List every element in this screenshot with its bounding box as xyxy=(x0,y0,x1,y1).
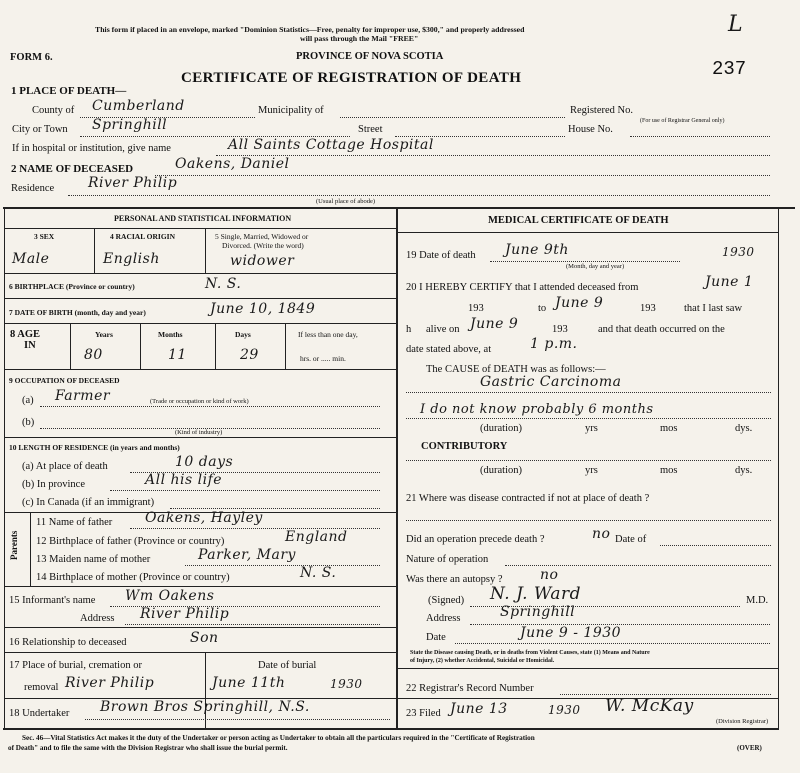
birthplace-value: N. S. xyxy=(205,276,242,292)
burial-date-value: June 11th xyxy=(212,675,286,691)
footer-line-1: Sec. 46—Vital Statistics Act makes it the duty of the Undertaker or person acting as Undertaker to obtain all the particulars required in the "Certificate of Registration xyxy=(22,734,535,742)
cause-label: The CAUSE of DEATH was as follows:— xyxy=(426,364,606,375)
death-date-value: June 9th xyxy=(505,242,569,258)
mail-notice-line2: will pass through the Mail "FREE" xyxy=(300,34,419,43)
length-a-label: (a) At place of death xyxy=(22,461,108,472)
death-date-label: 19 Date of death xyxy=(406,250,476,261)
house-label: House No. xyxy=(568,124,613,135)
informant-label: 15 Informant's name xyxy=(9,595,96,606)
years-divider xyxy=(140,323,141,369)
hospital-value: All Saints Cottage Hospital xyxy=(228,137,434,153)
footer-line-2: of Death" and to file the same with the Division Registrar who shall issue the burial permit. xyxy=(8,744,288,752)
autopsy-value: no xyxy=(540,567,559,583)
informant-address-label: Address xyxy=(80,613,115,624)
footer-over: (OVER) xyxy=(737,744,762,752)
certificate-number: 237 xyxy=(712,58,747,80)
months-divider xyxy=(215,323,216,369)
line3-year: 193 xyxy=(552,324,568,335)
marital-value: widower xyxy=(230,253,295,269)
last-saw-label: that I last saw xyxy=(684,303,743,314)
physician-address-value: Springhill xyxy=(500,604,576,620)
province-heading: PROVINCE OF NOVA SCOTIA xyxy=(296,51,444,62)
right-border xyxy=(778,207,779,729)
informant-address-value: River Philip xyxy=(140,606,230,622)
line2-year-a: 193 xyxy=(468,303,484,314)
medical-heading: MEDICAL CERTIFICATE OF DEATH xyxy=(488,215,669,226)
father-name-value: Oakens, Hayley xyxy=(145,510,263,526)
registered-note: (For use of Registrar General only) xyxy=(640,118,725,124)
operation-date-label: Date of xyxy=(615,534,647,545)
main-bottom-rule xyxy=(3,728,779,730)
nature-label: Nature of operation xyxy=(406,554,489,565)
autopsy-label: Was there an autopsy ? xyxy=(406,574,503,585)
registered-label: Registered No. xyxy=(570,105,633,116)
attended-to-value: June 9 xyxy=(555,295,604,311)
county-label: County of xyxy=(32,105,75,116)
row6-rule xyxy=(4,298,396,299)
alive-on-value: June 9 xyxy=(470,316,519,332)
burial-date-label: Date of burial xyxy=(258,660,317,671)
corner-mark: L xyxy=(728,12,744,37)
city-value: Springhill xyxy=(92,117,168,133)
undertaker-line xyxy=(85,719,390,720)
to-label: to xyxy=(538,303,547,314)
age-divider xyxy=(70,323,71,369)
sex-divider xyxy=(94,228,95,273)
row8-rule xyxy=(4,369,396,370)
row7-rule xyxy=(4,323,396,324)
death-date-year: 1930 xyxy=(722,245,755,259)
cause-yrs: yrs xyxy=(585,423,598,434)
relationship-value: Son xyxy=(190,630,219,646)
dob-label: 7 DATE OF BIRTH (month, day and year) xyxy=(9,308,146,317)
length-b-label: (b) In province xyxy=(22,479,85,490)
row9-rule xyxy=(4,437,396,438)
contributory-label: CONTRIBUTORY xyxy=(421,441,508,452)
filed-date-value: June 13 xyxy=(450,701,508,717)
occupation-a-value: Farmer xyxy=(55,388,111,404)
dob-value: June 10, 1849 xyxy=(210,301,316,317)
occupation-b-label: (b) xyxy=(22,417,35,428)
mother-name-value: Parker, Mary xyxy=(198,547,296,563)
father-birthplace-value: England xyxy=(285,529,348,545)
length-c-label: (c) In Canada (if an immigrant) xyxy=(22,497,155,508)
burial-place-value: River Philip xyxy=(65,675,155,691)
municipality-label: Municipality of xyxy=(258,105,324,116)
certify-label: 20 I HEREBY CERTIFY that I attended deceased from xyxy=(406,282,639,293)
father-birthplace-label: 12 Birthplace of father (Province or country) xyxy=(36,536,225,547)
marital-label-1: 5 Single, Married, Widowed or xyxy=(215,232,309,241)
death-occurred-label: and that death occurred on the xyxy=(598,324,725,335)
deceased-name-line xyxy=(155,175,770,176)
city-label: City or Town xyxy=(12,124,68,135)
residence-line xyxy=(68,195,770,196)
medical-heading-rule xyxy=(398,232,778,233)
age-years-value: 80 xyxy=(84,347,103,363)
house-line xyxy=(630,136,770,137)
filed-label: 23 Filed xyxy=(406,708,441,719)
parents-divider xyxy=(30,512,31,586)
contracted-line xyxy=(406,520,771,521)
origin-value: English xyxy=(103,251,160,267)
undertaker-label: 18 Undertaker xyxy=(9,708,70,719)
line2-year-b: 193 xyxy=(640,303,656,314)
cause-line xyxy=(406,392,771,393)
contributory-dys: dys. xyxy=(735,465,753,476)
cause-duration-line xyxy=(406,418,771,419)
contributory-mos: mos xyxy=(660,465,678,476)
physician-signature: N. J. Ward xyxy=(490,584,582,604)
md-label: M.D. xyxy=(746,595,769,606)
origin-label: 4 RACIAL ORIGIN xyxy=(110,232,176,241)
less-day-label-1: If less than one day, xyxy=(298,330,358,339)
physician-address-label: Address xyxy=(426,613,461,624)
cause-mos: mos xyxy=(660,423,678,434)
cause-duration-label: (duration) xyxy=(480,423,522,434)
burial-year-value: 1930 xyxy=(330,677,363,691)
age-label-2: IN xyxy=(24,340,36,351)
operation-value: no xyxy=(592,526,611,542)
deceased-name-label: 2 NAME OF DECEASED xyxy=(11,163,134,175)
less-day-label-2: hrs. or ..... min. xyxy=(300,354,346,363)
cause-duration-value: I do not know probably 6 months xyxy=(420,402,654,417)
sex-label: 3 SEX xyxy=(34,232,55,241)
mother-birthplace-value: N. S. xyxy=(300,565,337,581)
undertaker-value: Brown Bros Springhill, N.S. xyxy=(100,699,310,715)
hospital-line xyxy=(216,155,770,156)
informant-address-line xyxy=(125,624,380,625)
record-number-label: 22 Registrar's Record Number xyxy=(406,683,534,694)
cause-value: Gastric Carcinoma xyxy=(480,374,622,390)
parents-side-label: Parents xyxy=(9,530,19,560)
residence-value: River Philip xyxy=(88,175,178,191)
death-date-note: (Month, day and year) xyxy=(566,263,625,270)
age-days-value: 29 xyxy=(240,347,259,363)
mother-name-label: 13 Maiden name of mother xyxy=(36,554,151,565)
burial-label-2: removal xyxy=(24,682,59,693)
place-heading: 1 PLACE OF DEATH— xyxy=(11,85,127,97)
street-label: Street xyxy=(358,124,383,135)
time-of-death-value: 1 p.m. xyxy=(530,336,578,352)
marital-label-2: Divorced. (Write the word) xyxy=(222,241,304,250)
informant-value: Wm Oakens xyxy=(125,588,215,604)
municipality-line xyxy=(340,117,565,118)
mother-name-line xyxy=(185,565,380,566)
cause-dys: dys. xyxy=(735,423,753,434)
row3-rule xyxy=(4,273,396,274)
attended-from-value: June 1 xyxy=(705,274,754,290)
operation-date-line xyxy=(660,545,771,546)
contracted-label: 21 Where was disease contracted if not at place of death ? xyxy=(406,493,650,504)
occupation-b-note: (Kind of industry) xyxy=(175,429,223,436)
personal-heading: PERSONAL AND STATISTICAL INFORMATION xyxy=(114,214,292,223)
mother-birthplace-label: 14 Birthplace of mother (Province or country) xyxy=(36,572,230,583)
violent-note-2: of Injury, (2) whether Accidental, Suicidal or Homicidal. xyxy=(410,658,555,664)
birthplace-label: 6 BIRTHPLACE (Province or country) xyxy=(9,282,135,291)
medical-bottom-rule xyxy=(398,668,778,669)
center-divider xyxy=(396,207,398,729)
filed-year-value: 1930 xyxy=(548,703,581,717)
form-number: FORM 6. xyxy=(10,52,53,63)
days-label: Days xyxy=(235,330,251,339)
length-heading: 10 LENGTH OF RESIDENCE (in years and months) xyxy=(9,443,180,452)
personal-heading-rule xyxy=(4,228,396,229)
certificate-date-line xyxy=(455,643,770,644)
residence-label: Residence xyxy=(11,183,55,194)
county-value: Cumberland xyxy=(92,98,185,114)
alive-on-label: alive on xyxy=(426,324,460,335)
contributory-duration-label: (duration) xyxy=(480,465,522,476)
sex-value: Male xyxy=(12,251,50,267)
length-c-line xyxy=(170,508,380,509)
abode-note: (Usual place of abode) xyxy=(316,198,376,205)
occupation-heading: 9 OCCUPATION OF DECEASED xyxy=(9,376,120,385)
contributory-yrs: yrs xyxy=(585,465,598,476)
operation-label: Did an operation precede death ? xyxy=(406,534,545,545)
violent-note-1: State the Disease causing Death, or in deaths from Violent Causes, state (1) Means and Nature xyxy=(410,650,650,656)
burial-label-1: 17 Place of burial, cremation or xyxy=(9,660,142,671)
length-a-value: 10 days xyxy=(175,454,234,470)
occupation-a-note: (Trade or occupation or kind of work) xyxy=(150,398,249,405)
informant-rule xyxy=(4,627,396,628)
occupation-a-line xyxy=(40,406,380,407)
registrar-signature: W. McKay xyxy=(605,696,694,716)
age-months-value: 11 xyxy=(168,347,187,363)
contributory-line xyxy=(406,460,771,461)
father-name-label: 11 Name of father xyxy=(36,517,113,528)
months-label: Months xyxy=(158,330,183,339)
division-registrar-note: (Division Registrar) xyxy=(716,718,769,725)
signed-label: (Signed) xyxy=(428,595,465,606)
burial-date-divider xyxy=(205,652,206,728)
relationship-rule xyxy=(4,652,396,653)
main-top-rule xyxy=(3,207,795,209)
occupation-a-label: (a) xyxy=(22,395,34,406)
certificate-date-value: June 9 - 1930 xyxy=(520,625,622,641)
length-b-value: All his life xyxy=(145,472,223,488)
length-b-line xyxy=(110,490,380,491)
age-label-1: 8 AGE xyxy=(10,329,41,340)
certificate-date-label: Date xyxy=(426,632,446,643)
mail-notice-line1: This form if placed in an envelope, marked "Dominion Statistics—Free, penalty for improper use, $300," and properly addressed xyxy=(95,25,525,34)
parents-rule xyxy=(4,586,396,587)
relationship-label: 16 Relationship to deceased xyxy=(9,637,127,648)
record-number-line xyxy=(560,694,771,695)
hospital-label: If in hospital or institution, give name xyxy=(12,143,171,154)
years-label: Years xyxy=(95,330,113,339)
left-border xyxy=(4,207,5,729)
death-date-line xyxy=(490,261,680,262)
days-divider xyxy=(285,323,286,369)
certificate-title: CERTIFICATE OF REGISTRATION OF DEATH xyxy=(181,70,522,86)
origin-divider xyxy=(205,228,206,273)
deceased-name-value: Oakens, Daniel xyxy=(175,156,290,172)
line3-h: h xyxy=(406,324,412,335)
date-stated-label: date stated above, at xyxy=(406,344,492,355)
nature-line xyxy=(505,565,771,566)
